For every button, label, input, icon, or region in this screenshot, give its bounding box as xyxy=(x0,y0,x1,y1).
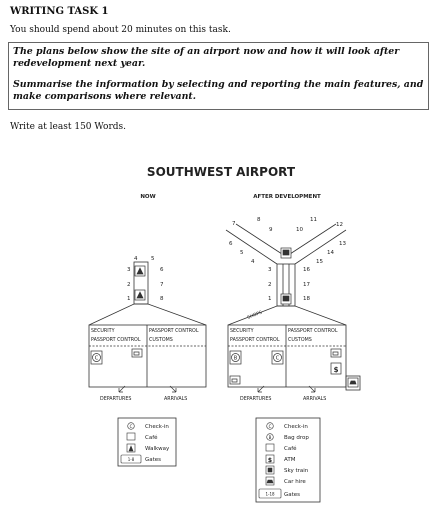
legend-after-bagdrop: Bag drop xyxy=(284,435,309,441)
now-passport-right-label: PASSPORT CONTROL xyxy=(149,329,199,334)
after-arrivals-label: ARRIVALS xyxy=(303,397,327,402)
after-gate-13: 13 xyxy=(339,241,346,247)
after-gate-18: 18 xyxy=(303,296,310,302)
check-in-symbol: C xyxy=(275,355,280,362)
legend-after-gates: Gates xyxy=(284,492,301,498)
check-in-symbol: C xyxy=(268,424,272,429)
now-terminal xyxy=(89,325,206,387)
after-departures-label: DEPARTURES xyxy=(240,397,272,402)
prompt-summarise: Summarise the information by selecting and reporting the main features, and make comparisons where relevant. xyxy=(13,79,424,102)
cafe-icon xyxy=(333,352,338,355)
after-gate-17: 17 xyxy=(303,282,310,288)
after-customs-label: CUSTOMS xyxy=(288,338,312,343)
after-gate-7: 7 xyxy=(232,221,236,227)
legend-after-skytrain: Sky train xyxy=(284,468,309,474)
now-gate-4: 4 xyxy=(134,256,138,262)
now-gate-5: 5 xyxy=(151,256,155,262)
legend-now-checkin: Check-in xyxy=(145,424,169,430)
after-gate-10: 10 xyxy=(296,227,303,233)
after-gate-4: 4 xyxy=(251,259,255,265)
cafe-icon xyxy=(232,379,237,382)
diagram-title: SOUTHWEST AIRPORT xyxy=(146,165,296,179)
now-label: NOW xyxy=(140,194,156,200)
cafe-icon xyxy=(134,352,139,355)
after-gate-16: 16 xyxy=(303,267,310,273)
sky-train-icon xyxy=(283,250,289,255)
now-customs-label: CUSTOMS xyxy=(149,338,173,343)
after-gate-5: 5 xyxy=(240,250,244,256)
check-in-symbol: C xyxy=(94,355,99,362)
after-gate-12: 12 xyxy=(336,222,343,228)
now-departures-label: DEPARTURES xyxy=(100,397,132,402)
legend-now-walkway: Walkway xyxy=(145,446,170,452)
car-hire-icon xyxy=(267,480,273,483)
after-gate-1: 1 xyxy=(268,296,272,302)
gates-symbol: 1-8 xyxy=(127,457,135,462)
after-roof xyxy=(228,306,346,325)
bag-drop-symbol: B xyxy=(233,355,238,362)
now-passport-left-label: PASSPORT CONTROL xyxy=(91,338,141,343)
now-gate-3: 3 xyxy=(127,267,131,273)
check-in-symbol: C xyxy=(129,424,133,429)
after-gate-3: 3 xyxy=(268,267,272,273)
legend-after-atm: ATM xyxy=(284,457,296,463)
atm-symbol: $ xyxy=(267,457,273,464)
sky-train-icon xyxy=(283,296,289,301)
after-label: AFTER DEVELOPMENT xyxy=(253,194,321,200)
after-gate-14: 14 xyxy=(327,250,334,256)
legend-after-cafe: Café xyxy=(284,446,297,452)
task-instruction: You should spend about 20 minutes on this task. xyxy=(10,25,231,35)
car-hire-icon xyxy=(350,381,356,384)
gates-symbol: 1-18 xyxy=(265,491,275,497)
now-gate-7: 7 xyxy=(160,282,164,288)
legend-now-gates: Gates xyxy=(145,457,162,463)
word-count-instruction: Write at least 150 Words. xyxy=(10,122,126,132)
cafe-icon xyxy=(266,444,274,451)
after-terminal xyxy=(228,325,346,387)
now-gate-6: 6 xyxy=(160,267,164,273)
bag-drop-symbol: B xyxy=(268,435,272,440)
now-gate-1: 1 xyxy=(127,296,131,302)
shops-label: SHOPS xyxy=(246,310,263,321)
atm-symbol: $ xyxy=(333,366,339,374)
now-gate-labels xyxy=(127,256,164,302)
after-gate-15: 15 xyxy=(316,259,323,265)
after-security-label: SECURITY xyxy=(230,329,254,334)
after-gate-9: 9 xyxy=(269,227,273,233)
after-gate-2: 2 xyxy=(268,282,272,288)
now-arrivals-label: ARRIVALS xyxy=(164,397,188,402)
legend-now-cafe: Café xyxy=(145,435,158,441)
now-gate-2: 2 xyxy=(127,282,131,288)
after-gate-6: 6 xyxy=(229,241,233,247)
after-passport-right-label: PASSPORT CONTROL xyxy=(288,329,338,334)
now-security-label: SECURITY xyxy=(91,329,115,334)
sky-train-icon xyxy=(268,468,272,472)
after-passport-left-label: PASSPORT CONTROL xyxy=(230,338,280,343)
prompt-description: The plans below show the site of an airport now and how it will look after redevelopment next year. xyxy=(13,46,400,69)
legend-after-checkin: Check-in xyxy=(284,424,308,430)
legend-after-carhire: Car hire xyxy=(284,479,306,485)
now-roof xyxy=(89,304,206,325)
cafe-icon xyxy=(127,433,135,440)
task-title: WRITING TASK 1 xyxy=(10,6,109,17)
now-gate-8: 8 xyxy=(160,296,164,302)
after-gate-11: 11 xyxy=(310,217,317,223)
after-gate-labels xyxy=(229,217,346,302)
after-gate-8: 8 xyxy=(257,217,261,223)
